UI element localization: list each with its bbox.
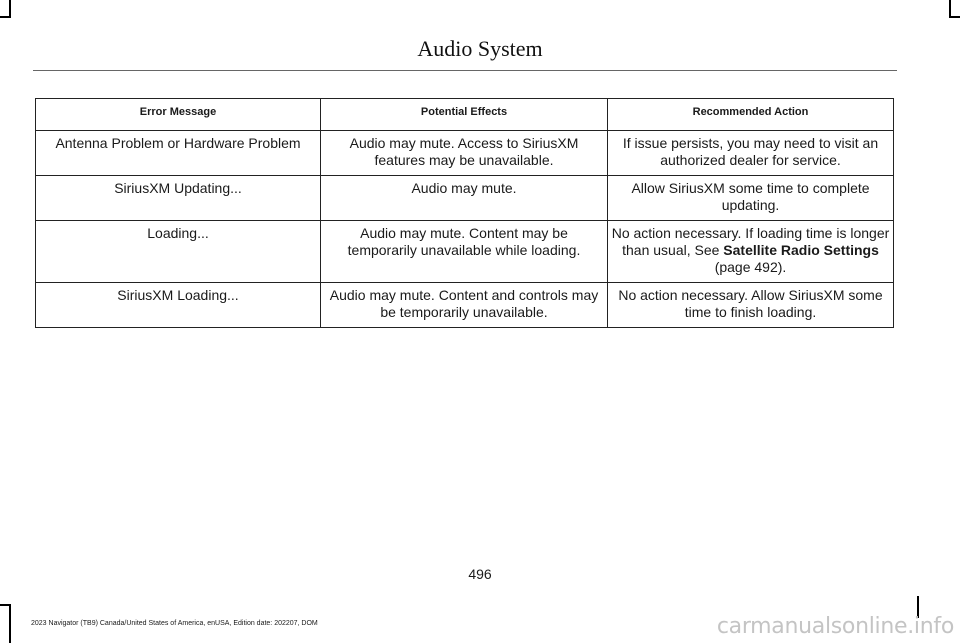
error-message-cell: Antenna Problem or Hardware Problem — [36, 131, 321, 176]
crop-mark-top-left-horizontal — [0, 16, 11, 18]
table-row — [36, 131, 894, 176]
page-title: Audio System — [417, 36, 543, 61]
crop-mark-top-right-horizontal — [949, 16, 960, 18]
edition-footer: 2023 Navigator (TB9) Canada/United States of America, enUSA, Edition date: 202207, DOM — [31, 620, 318, 627]
action-text-prefix: No action necessary. If loading time is longer than usual, See — [611, 225, 890, 258]
crop-mark-bottom-left-horizontal — [0, 604, 11, 606]
error-message-cell: Loading... — [36, 221, 321, 283]
recommended-action-cell: No action necessary. Allow SiriusXM some time to finish loading. — [608, 283, 894, 328]
recommended-action-cell — [608, 221, 894, 283]
column-header-potential-effects: Potential Effects — [321, 99, 608, 131]
error-message-cell: SiriusXM Updating... — [36, 176, 321, 221]
table-row — [36, 221, 894, 283]
potential-effects-cell: Audio may mute. Access to SiriusXM features may be unavailable. — [321, 131, 608, 176]
potential-effects-cell: Audio may mute. — [321, 176, 608, 221]
satellite-radio-settings-link[interactable]: Satellite Radio Settings — [723, 242, 879, 258]
page-number: 496 — [468, 566, 492, 582]
title-divider — [33, 70, 897, 71]
column-header-error-message: Error Message — [36, 99, 321, 131]
recommended-action-cell: Allow SiriusXM some time to complete updating. — [608, 176, 894, 221]
table-header-row — [36, 99, 894, 131]
table-row — [36, 176, 894, 221]
crop-mark-bottom-left-vertical — [9, 604, 11, 643]
column-header-recommended-action: Recommended Action — [608, 99, 894, 131]
watermark-text: carmanualsonline.info — [716, 614, 954, 639]
action-text-suffix: (page 492). — [714, 259, 787, 275]
recommended-action-cell: If issue persists, you may need to visit an authorized dealer for service. — [608, 131, 894, 176]
error-message-table — [35, 98, 894, 328]
table-row — [36, 283, 894, 328]
potential-effects-cell: Audio may mute. Content and controls may be temporarily unavailable. — [321, 283, 608, 328]
potential-effects-cell: Audio may mute. Content may be temporarily unavailable while loading. — [321, 221, 608, 283]
error-message-cell: SiriusXM Loading... — [36, 283, 321, 328]
